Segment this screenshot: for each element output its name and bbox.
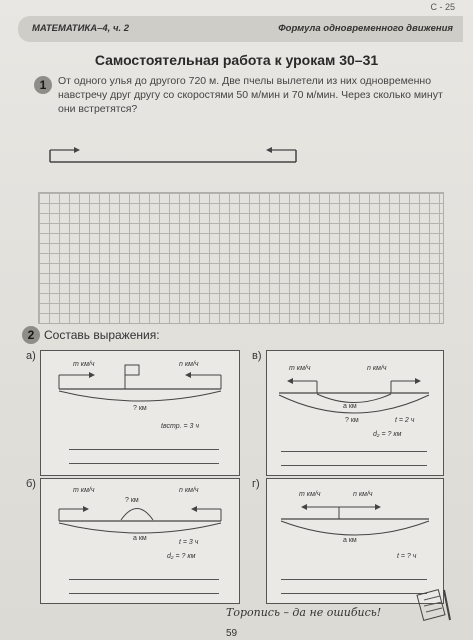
subtask-b-box [40,478,240,604]
subtask-c-distance: a км [343,403,357,410]
problem-1-number: 1 [34,76,52,94]
subtask-a-speed-1: m км/ч [73,361,95,368]
pencil-mascot-icon [414,586,454,626]
problem-1-text: От одного улья до другого 720 м. Две пчелы вылетели из них одновременно навстречу друг другу со скоростями 50 м/мин и 70 м/мин. Через сколько минут они встретятся? [58,75,443,115]
subtask-b-distance: a км [133,535,147,542]
problem-1-motion-diagram [0,0,473,200]
answer-grid[interactable] [38,192,444,324]
subtask-a-answer-line[interactable] [69,463,219,464]
subtask-d-time: t = ? ч [397,553,417,560]
subtask-d-answer-line[interactable] [281,579,427,580]
page-number: 59 [226,628,238,639]
subtask-d-answer-line[interactable] [281,593,427,594]
problem-2-number: 2 [22,326,40,344]
subtask-c-answer-line[interactable] [281,451,427,452]
subtask-d-speed-2: n км/ч [353,491,373,498]
subtask-c-box [266,350,444,476]
page-title: Самостоятельная работа к урокам 30–31 [94,52,379,68]
subtask-c-speed-1: m км/ч [289,365,311,372]
subtask-b-speed-1: m км/ч [73,487,95,494]
subtask-c-d2: d₂ = ? км [373,431,402,438]
page-code: С - 25 [430,2,455,12]
subtask-b-time: t = 3 ч [179,539,199,546]
subtask-c-speed-2: n км/ч [367,365,387,372]
subtask-c-letter: в) [252,350,262,362]
subtask-a-answer-line[interactable] [69,449,219,450]
subtask-d-letter: г) [252,478,260,490]
subtask-a-distance: ? км [133,405,147,412]
subtask-a-time: tвстр. = 3 ч [161,423,199,430]
subtask-b-speed-2: n км/ч [179,487,199,494]
subtask-a-speed-2: n км/ч [179,361,199,368]
topic-label: Формула одновременного движения [278,23,453,34]
subtask-a-box [40,350,240,476]
subtask-c-answer-line[interactable] [281,465,427,466]
subtask-a-diagram [41,351,239,475]
subtask-d-speed-1: m км/ч [299,491,321,498]
subtask-b-d2: d₂ = ? км [167,553,196,560]
subtask-b-answer-line[interactable] [69,579,219,580]
problem-2-label: Составь выражения: [44,328,160,342]
subtask-a-letter: а) [26,350,36,362]
subtask-b-letter: б) [26,478,36,490]
subtask-b-gap: ? км [125,497,139,504]
subtask-c-gap: ? км [345,417,359,424]
subtask-c-time: t = 2 ч [395,417,415,424]
subtask-d-distance: a км [343,537,357,544]
subject-label: МАТЕМАТИКА–4, ч. 2 [32,23,130,34]
subtask-b-answer-line[interactable] [69,593,219,594]
footer-slogan: Торопись – да не ошибись! [226,606,382,619]
